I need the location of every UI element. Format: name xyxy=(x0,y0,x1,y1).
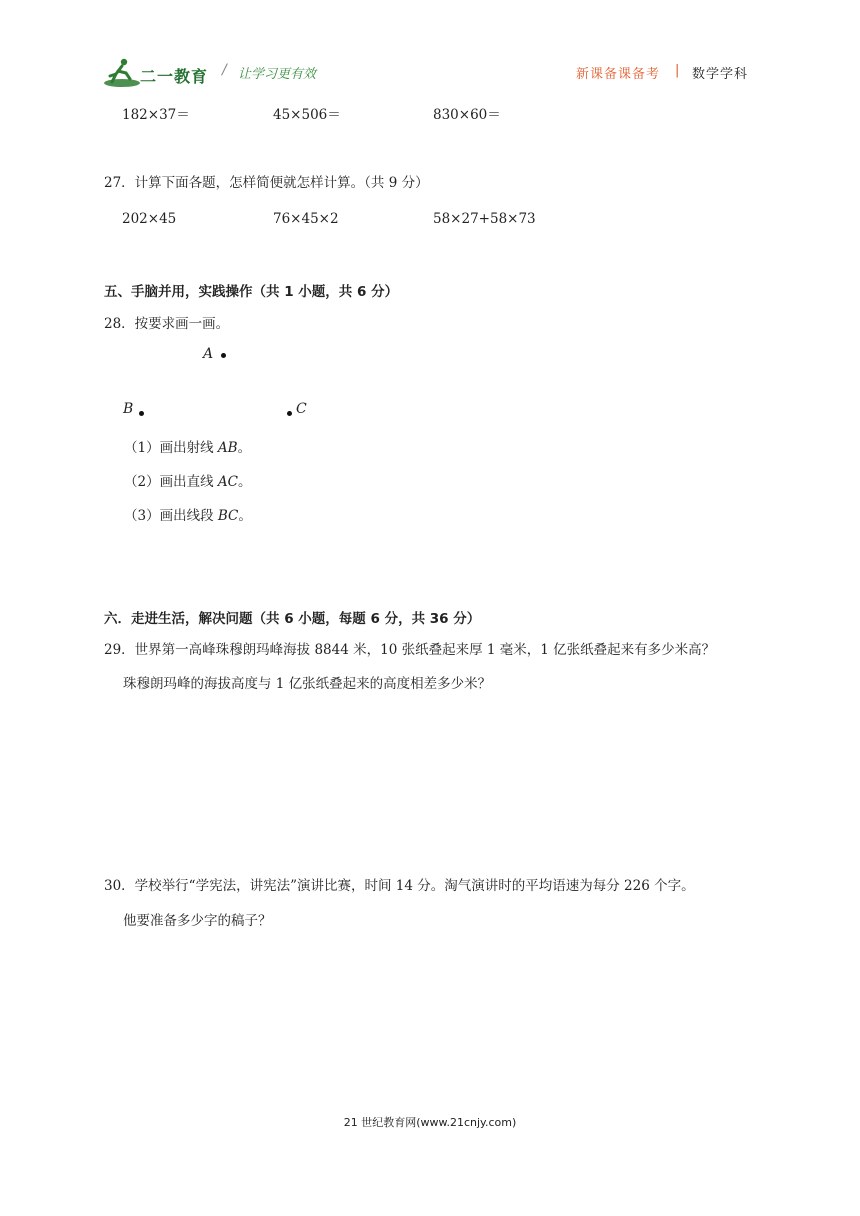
header-slogan: 让学习更有效 xyxy=(238,67,317,82)
runner-logo-icon xyxy=(100,56,140,90)
q28-task-2 xyxy=(124,473,251,491)
q27-title: 27．计算下面各题，怎样简便就怎样计算。（共 9 分） xyxy=(104,175,429,191)
section5-heading: 五、手脑并用，实践操作（共 1 小题，共 6 分） xyxy=(104,284,399,300)
q28-task-3-prefix: （3）画出线段 xyxy=(124,508,218,524)
q27-item-2: 76×45×2 xyxy=(273,211,339,227)
header-separator: | xyxy=(675,63,680,78)
q28-title: 28．按要求画一画。 xyxy=(104,316,230,332)
q30-line-2: 他要准备多少字的稿子？ xyxy=(123,913,272,929)
q28-task-1-var: AB xyxy=(217,440,238,456)
q26-item-1: 182×37＝ xyxy=(122,107,190,123)
q28-task-2-var: AC xyxy=(217,474,238,490)
q28-task-1-suffix: 。 xyxy=(237,440,252,456)
q30-line-1: 30．学校举行“学宪法，讲宪法”演讲比赛，时间 14 分。淘气演讲时的平均语速为每分 226 个字。 xyxy=(104,878,695,894)
q28-task-3-var: BC xyxy=(217,508,239,524)
q27-item-1: 202×45 xyxy=(122,211,177,227)
header-slash: / xyxy=(222,62,227,78)
q26-item-2: 45×506＝ xyxy=(273,107,341,123)
section6-heading: 六．走进生活，解决问题（共 6 小题，每题 6 分，共 36 分） xyxy=(104,611,481,627)
header-tag-left: 新课备课备考 xyxy=(576,67,661,82)
q28-task-1-prefix: （1）画出射线 xyxy=(124,440,218,456)
q28-task-2-prefix: （2）画出直线 xyxy=(124,474,218,490)
q28-task-3 xyxy=(124,507,252,525)
q28-task-3-suffix: 。 xyxy=(238,508,252,524)
point-label-a: A xyxy=(203,346,214,362)
point-a-dot xyxy=(221,353,226,358)
q27-item-3: 58×27+58×73 xyxy=(433,211,536,227)
q29-line-1: 29．世界第一高峰珠穆朗玛峰海拔 8844 米，10 张纸叠起来厚 1 毫米，1 亿张纸叠起来有多少米高？ xyxy=(104,642,716,658)
logo-text: 二一教育 xyxy=(140,67,209,86)
page-footer: 21 世纪教育网(www.21cnjy.com) xyxy=(343,1116,517,1129)
point-c-dot xyxy=(287,411,292,416)
header-tag-right: 数学学科 xyxy=(692,67,749,82)
logo xyxy=(100,56,212,90)
point-b-dot xyxy=(139,411,144,416)
point-label-b: B xyxy=(123,401,134,417)
point-label-c: C xyxy=(296,401,307,417)
q29-line-2: 珠穆朗玛峰的海拔高度与 1 亿张纸叠起来的高度相差多少米？ xyxy=(123,676,492,692)
q26-item-3: 830×60＝ xyxy=(433,107,501,123)
q28-task-2-suffix: 。 xyxy=(237,474,252,490)
q28-task-1 xyxy=(124,439,251,457)
